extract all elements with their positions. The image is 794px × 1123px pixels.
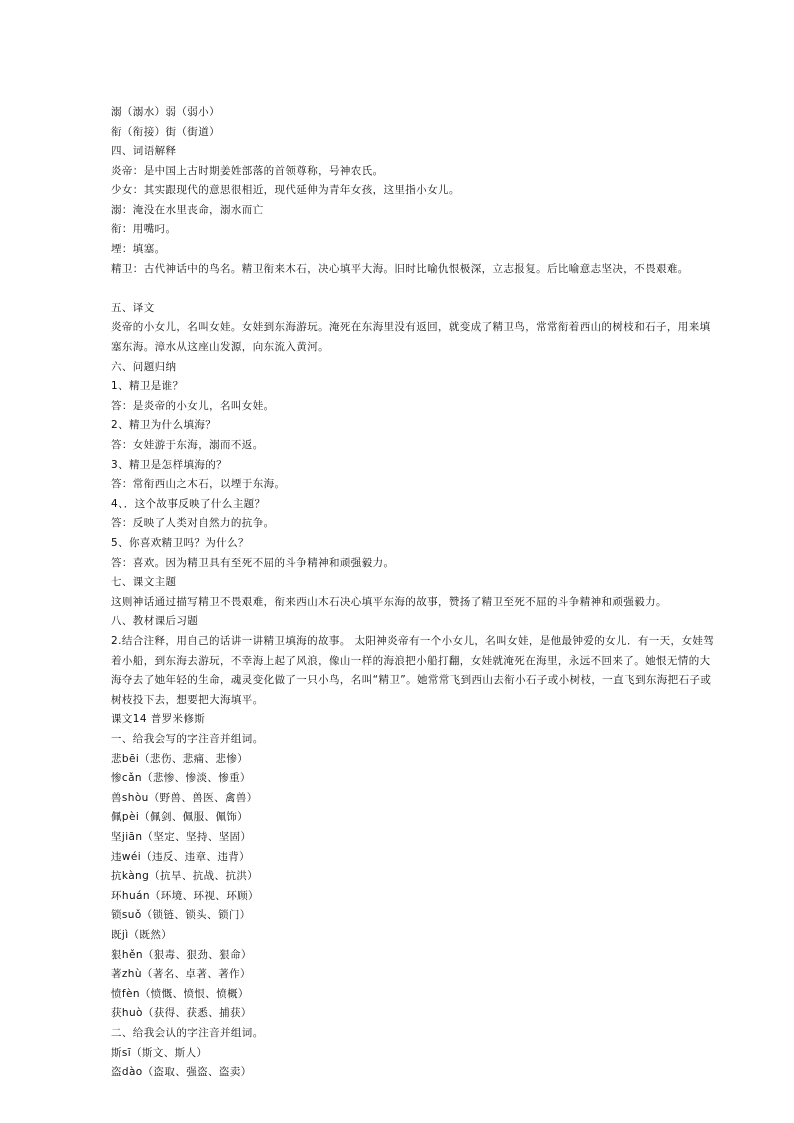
answer-line: 答：女娃游于东海，溺而不返。	[111, 439, 264, 451]
answer-line: 答：喜欢。因为精卫具有至死不屈的斗争精神和顽强毅力。	[111, 557, 395, 569]
question-line: 3、精卫是怎样填海的？	[111, 459, 228, 471]
vocab-line: 著zhù（著名、卓著、著作）	[111, 968, 251, 980]
vocab-line: 佩pèi（佩剑、佩服、佩饰）	[111, 811, 249, 823]
question-line: 1、精卫是谁？	[111, 380, 184, 392]
text-line: 溺：淹没在水里丧命，溺水而亡	[111, 204, 264, 216]
vocab-line: 坚jiān（坚定、坚持、坚固）	[111, 831, 252, 843]
vocab-line: 愤fèn（愤慨、愤恨、愤概）	[111, 988, 249, 1000]
answer-line: 答：反映了人类对自然力的抗争。	[111, 517, 275, 529]
section-heading: 六、问题归纳	[111, 361, 177, 373]
vocab-line: 斯sī（斯文、斯人）	[111, 1047, 208, 1059]
lesson-title: 课文14 普罗米修斯	[111, 713, 206, 725]
vocab-line: 狠hěn（狠毒、狠劲、狠命）	[111, 949, 252, 961]
answer-line: 答：常衔西山之木石，以堙于东海。	[111, 478, 286, 490]
vocab-line: 违wéi（违反、违章、违背）	[111, 851, 251, 863]
vocab-line: 惨cǎn（悲惨、惨淡、惨重）	[111, 772, 251, 784]
vocab-line: 锁suǒ（锁链、锁头、锁门）	[111, 909, 251, 921]
text-line: 少女：其实跟现代的意思很相近，现代延伸为青年女孩，这里指小女儿。	[111, 184, 460, 196]
vocab-line: 既jì（既然）	[111, 929, 173, 941]
vocab-line: 抗kàng（抗旱、抗战、抗洪）	[111, 870, 259, 882]
section-heading: 二、给我会认的字注音并组词。	[111, 1027, 264, 1039]
question-line: 5、你喜欢精卫吗？为什么？	[111, 537, 249, 549]
text-line: 炎帝：是中国上古时期姜姓部落的首领尊称，号神农氏。	[111, 165, 384, 177]
answer-line: 答：是炎帝的小女儿，名叫女娃。	[111, 400, 275, 412]
text-line: 溺（溺水）弱（弱小）	[111, 106, 220, 118]
vocab-line: 悲bēi（悲伤、悲痛、悲惨）	[111, 753, 249, 765]
vocab-line: 获huò（获得、获悉、捕获）	[111, 1007, 252, 1019]
section-heading: 八、教材课后习题	[111, 615, 199, 627]
text-line: 这则神话通过描写精卫不畏艰难，衔来西山木石决心填平东海的故事，赞扬了精卫至死不屈的斗争精神和顽强毅力。	[111, 596, 667, 608]
question-line: 2、精卫为什么填海？	[111, 419, 217, 431]
text-line: 堙：填塞。	[111, 243, 166, 255]
section-heading: 五、译文	[111, 302, 155, 314]
vocab-line: 环huán（环境、环视、环顾）	[111, 890, 259, 902]
text-paragraph: 炎帝的小女儿，名叫女娃。女娃到东海游玩。淹死在东海里没有返回，就变成了精卫鸟，常常衔着西山的树枝和石子，用来填塞东海。漳水从这座山发源，向东流入黄河。	[111, 321, 711, 353]
text-line: 衔（衔接）街（街道）	[111, 126, 220, 138]
section-heading: 一、给我会写的字注音并组词。	[111, 733, 264, 745]
text-line: 衔：用嘴叼。	[111, 223, 177, 235]
vocab-line: 兽shòu（野兽、兽医、禽兽）	[111, 792, 258, 804]
vocab-line: 盗dào（盗取、强盗、盗卖）	[111, 1066, 252, 1078]
section-heading: 七、课文主题	[111, 576, 177, 588]
text-paragraph: 精卫：古代神话中的鸟名。精卫衔来木石，决心填平大海。旧时比喻仇恨极深，立志报复。后比喻意志坚决，不畏艰难。	[111, 263, 689, 275]
text-paragraph: 2.结合注释，用自己的话讲一讲精卫填海的故事。 太阳神炎帝有一个小女儿，名叫女娃，是他最钟爱的女儿．有一天，女娃驾着小船，到东海去游玩，不幸海上起了风浪，像山一样的海浪把小船打翻，女娃就淹死在海里，永远不回来了。她恨无情的大海夺去了她年轻的生命，魂灵变化做了一只小鸟，名叫“精卫”。她常常飞到西山去衔小石子或小树枝，一直飞到东海把石子或树枝投下去，想要把大海填平。	[111, 635, 715, 706]
section-heading: 四、词语解释	[111, 145, 177, 157]
question-line: 4、．这个故事反映了什么主题？	[111, 498, 266, 510]
